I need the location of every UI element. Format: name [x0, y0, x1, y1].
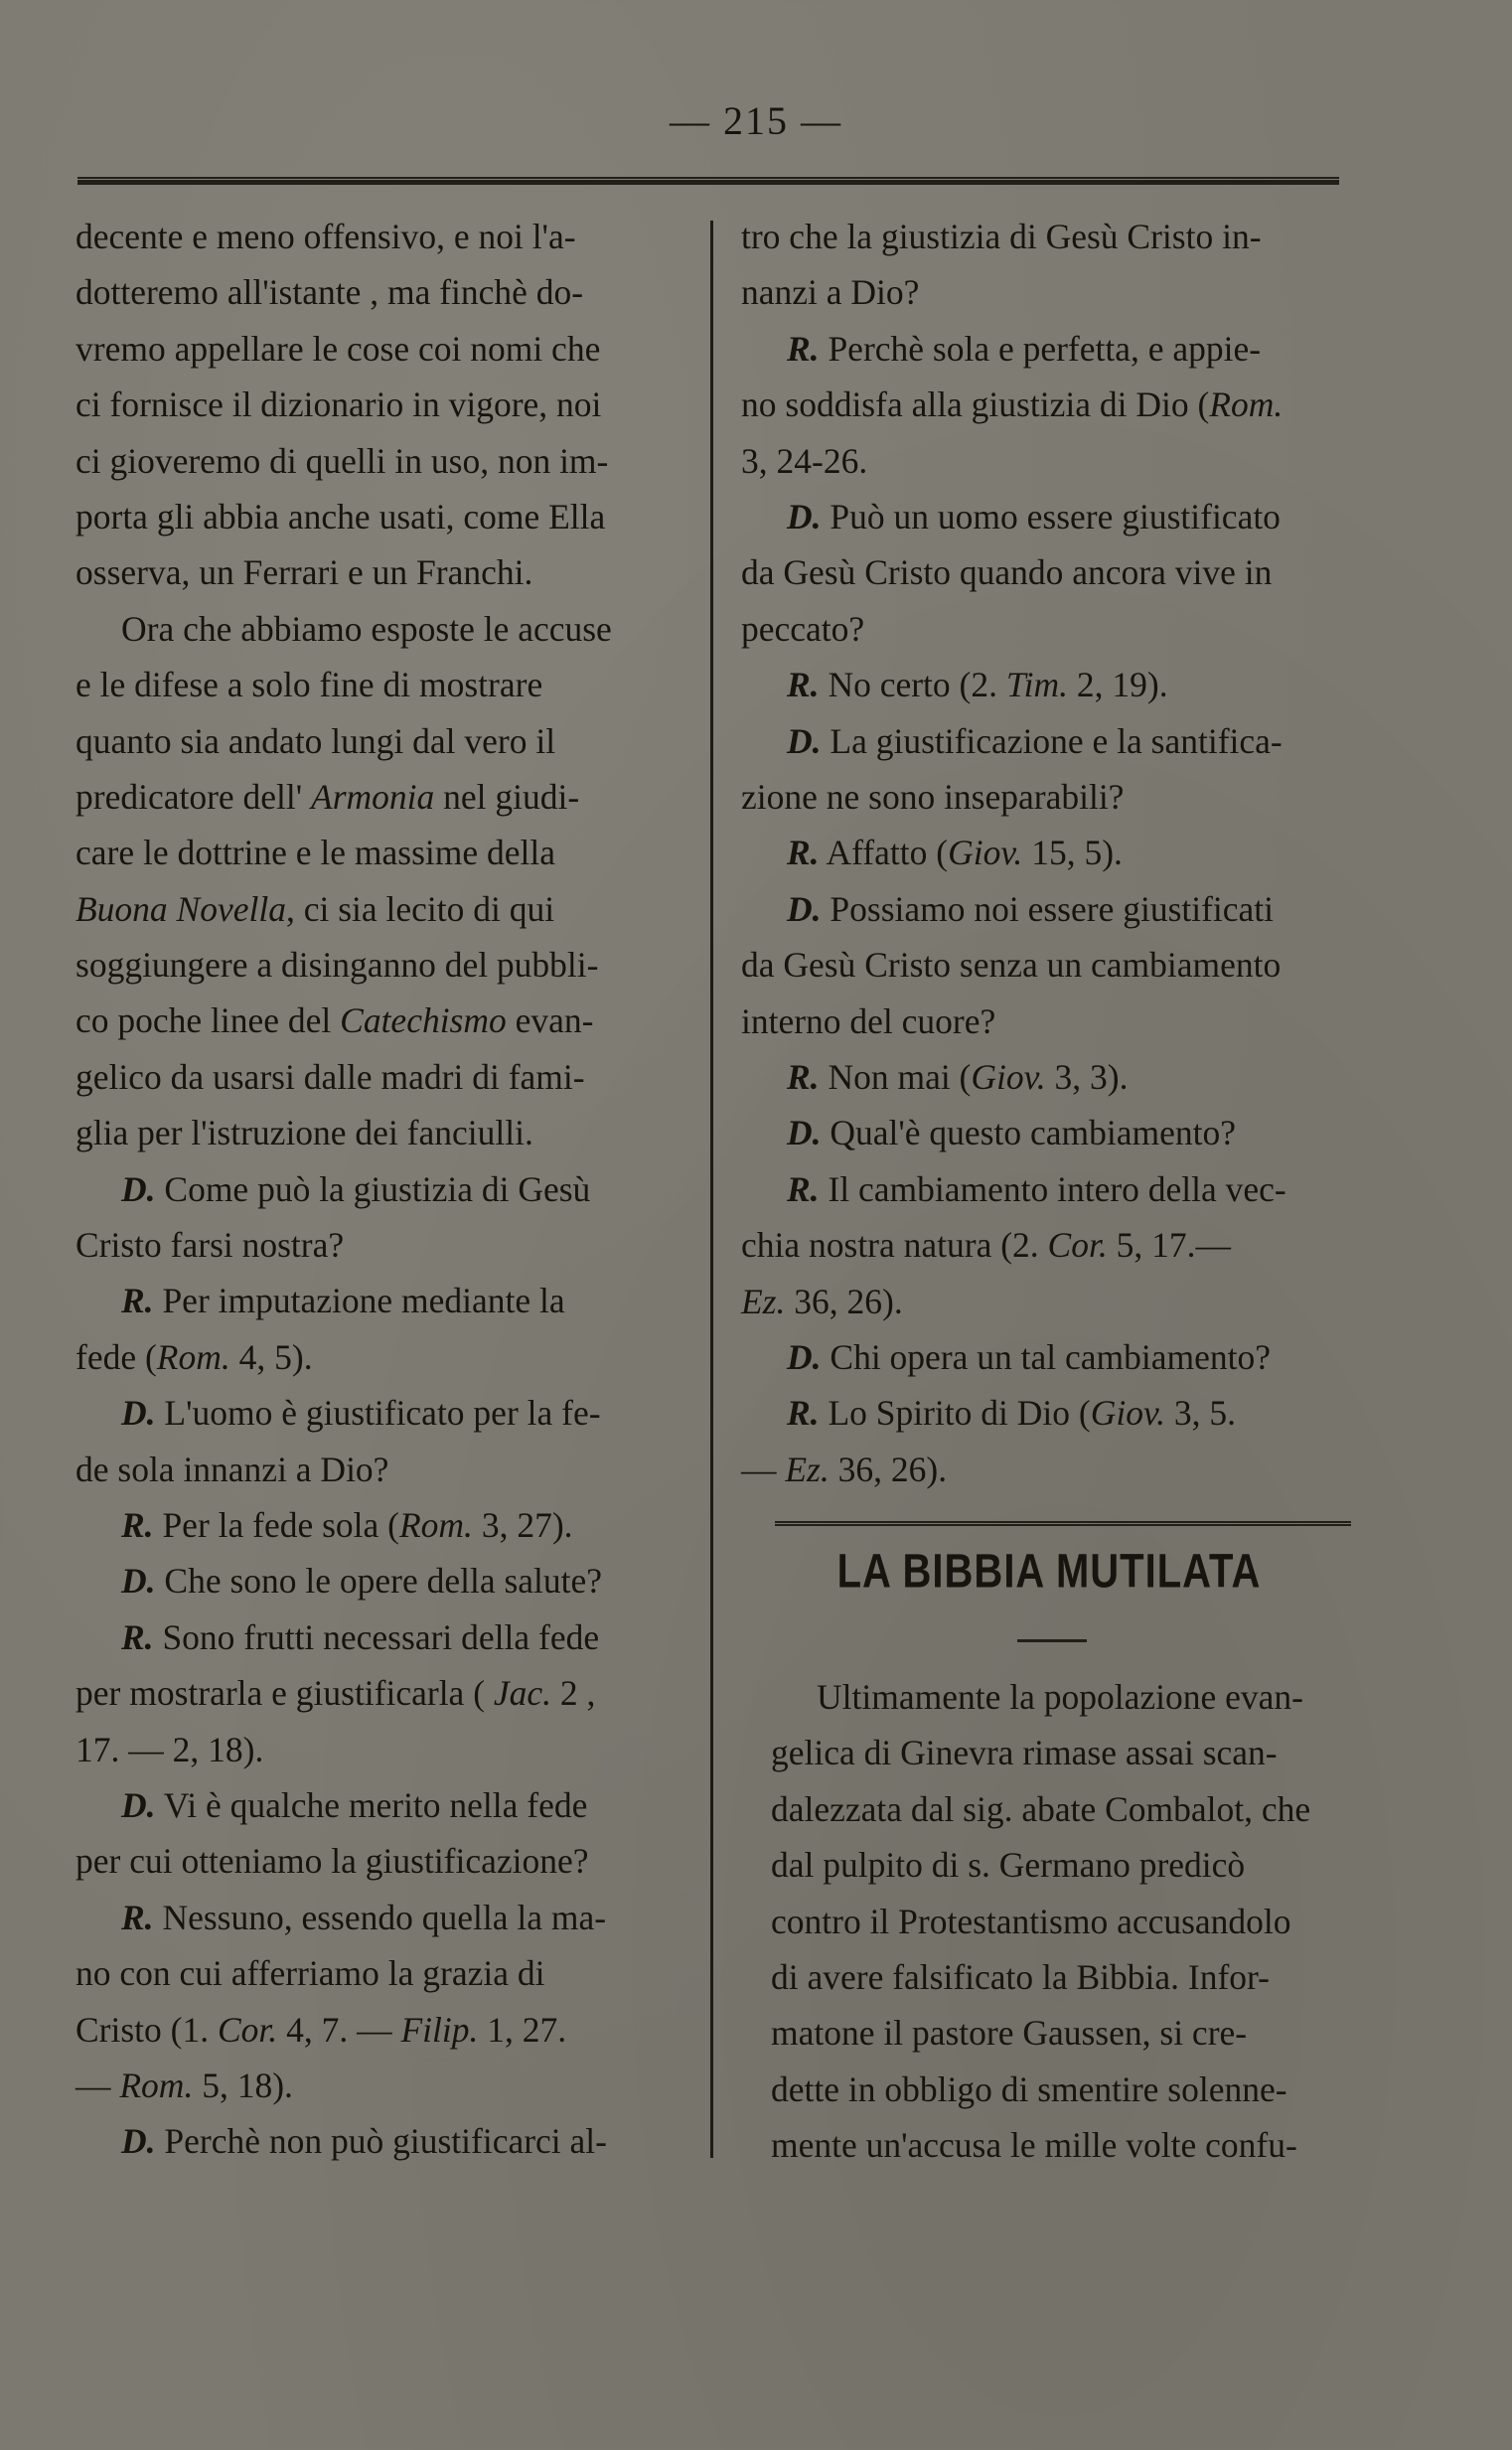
speaker-marker: D.	[787, 1113, 822, 1153]
text-run: 3, 24-26.	[741, 440, 868, 481]
text-run: —	[741, 1449, 786, 1489]
text-line	[771, 1781, 1357, 1837]
italic-text: Giov.	[971, 1056, 1046, 1097]
text-line	[76, 1945, 681, 2001]
text-line	[741, 825, 1357, 880]
text-run: osserva, un Ferrari e un Franchi.	[76, 552, 533, 593]
text-run: decente e meno offensivo, e noi l'a-	[76, 217, 576, 256]
text-run: contro il Protestantismo accusandolo	[771, 1901, 1291, 1941]
italic-text: Buona Novella	[76, 888, 286, 929]
text-run: de sola innanzi a Dio?	[76, 1449, 389, 1489]
text-line	[76, 881, 681, 937]
title-underline	[1017, 1639, 1087, 1642]
text-line	[741, 209, 1357, 264]
text-line	[741, 1217, 1357, 1273]
speaker-marker: R.	[787, 1056, 820, 1097]
text-run: Lo Spirito di Dio (	[819, 1393, 1091, 1434]
text-run: gelica di Ginevra rimase assai scan-	[771, 1733, 1278, 1773]
text-line	[76, 1385, 681, 1441]
text-line	[771, 1894, 1357, 1949]
speaker-marker: R.	[121, 1616, 154, 1657]
text-run: fede (	[76, 1336, 157, 1377]
text-run: Ora che abbiamo esposte le accuse	[121, 608, 612, 649]
text-run: , ci sia lecito di qui	[285, 888, 555, 929]
text-run: 3, 5.	[1164, 1393, 1236, 1434]
text-line	[76, 1329, 681, 1385]
text-run: nanzi a Dio?	[741, 272, 920, 313]
text-run: dal pulpito di s. Germano predicò	[771, 1845, 1246, 1886]
text-run: Non mai (	[819, 1056, 972, 1097]
text-run: 4, 5).	[229, 1336, 313, 1377]
text-line	[741, 713, 1357, 769]
text-line	[741, 937, 1357, 993]
text-run: quanto sia andato lungi dal vero il	[76, 720, 556, 761]
text-run: Può un uomo essere giustificato	[821, 496, 1281, 536]
text-line	[741, 1049, 1357, 1105]
text-line	[76, 2058, 681, 2113]
text-line	[76, 1049, 681, 1105]
italic-text: Jac.	[493, 1673, 552, 1714]
text-run: Cristo (1.	[76, 2009, 218, 2050]
italic-text: Giov.	[948, 833, 1023, 873]
text-run: no con cui afferriamo la grazia di	[76, 1953, 545, 1994]
text-line	[76, 1665, 681, 1721]
text-run: L'uomo è giustificato per la fe-	[155, 1393, 601, 1434]
speaker-marker: D.	[787, 496, 822, 536]
left-column	[76, 209, 681, 2170]
text-run: co poche linee del	[76, 1000, 341, 1041]
italic-text: Rom.	[119, 2066, 194, 2106]
text-run: interno del cuore?	[741, 1000, 996, 1041]
text-run: Per la fede sola (	[153, 1505, 399, 1546]
text-line	[741, 1385, 1357, 1441]
text-line	[76, 264, 681, 320]
speaker-marker: R.	[787, 328, 820, 369]
text-run: 3, 3).	[1045, 1056, 1129, 1097]
text-run: No certo (2.	[819, 665, 1006, 705]
right-column	[741, 209, 1357, 1497]
italic-text: Catechismo	[340, 1000, 507, 1041]
text-run: tro che la giustizia di Gesù Cristo in-	[741, 217, 1262, 256]
speaker-marker: D.	[787, 720, 822, 761]
text-run: glia per l'istruzione dei fanciulli.	[76, 1113, 533, 1153]
text-line	[76, 377, 681, 432]
italic-text: Armonia	[311, 776, 435, 817]
text-run: 15, 5).	[1022, 833, 1123, 873]
text-run: chia nostra natura (2.	[741, 1225, 1048, 1266]
italic-text: Giov.	[1090, 1393, 1165, 1434]
text-run: dette in obbligo di smentire solenne-	[771, 2068, 1287, 2109]
text-line	[771, 1669, 1357, 1725]
text-run: care le dottrine e le massime della	[76, 833, 555, 873]
italic-text: Rom.	[398, 1505, 473, 1546]
speaker-marker: D.	[787, 888, 822, 929]
italic-text: Filip.	[400, 2009, 479, 2050]
text-line	[741, 1329, 1357, 1385]
speaker-marker: R.	[121, 1897, 154, 1937]
text-run: da Gesù Cristo quando ancora vive in	[741, 552, 1273, 593]
speaker-marker: R.	[787, 1393, 820, 1434]
text-run: mente un'accusa le mille volte confu-	[771, 2125, 1297, 2166]
text-line	[76, 1609, 681, 1665]
text-line	[76, 1497, 681, 1553]
text-run: Affatto (	[819, 833, 949, 873]
text-line	[771, 2005, 1357, 2061]
text-run: per cui otteniamo la giustificazione?	[76, 1841, 589, 1882]
text-run: 1, 27.	[478, 2009, 567, 2050]
text-run: vremo appellare le cose coi nomi che	[76, 328, 601, 369]
text-run: Sono frutti necessari della fede	[153, 1616, 600, 1657]
text-run: Perchè sola e perfetta, e appie-	[819, 328, 1262, 369]
text-line	[76, 657, 681, 712]
text-line	[741, 377, 1357, 432]
text-run: e le difese a solo fine di mostrare	[76, 665, 543, 705]
speaker-marker: R.	[787, 1168, 820, 1209]
speaker-marker: D.	[121, 1785, 156, 1826]
page-number: — 215 —	[670, 98, 842, 143]
text-line	[76, 769, 681, 825]
text-line	[741, 601, 1357, 657]
text-run: Possiamo noi essere giustificati	[821, 888, 1275, 929]
section-title: LA BIBBIA MUTILATA	[836, 1545, 1262, 1599]
italic-text: Tim.	[1005, 665, 1069, 705]
speaker-marker: D.	[121, 1393, 156, 1434]
text-run: dotteremo all'istante , ma finchè do-	[76, 272, 584, 313]
text-line	[76, 489, 681, 544]
text-line	[771, 2062, 1357, 2117]
text-line	[741, 881, 1357, 937]
text-line	[771, 1725, 1357, 1780]
text-line	[741, 1161, 1357, 1217]
italic-text: Rom.	[1209, 384, 1284, 425]
text-line	[76, 433, 681, 489]
text-line	[76, 1890, 681, 1945]
text-run: Che sono le opere della salute?	[155, 1561, 603, 1602]
text-line	[741, 264, 1357, 320]
text-run: predicatore dell'	[76, 776, 312, 817]
text-line	[76, 825, 681, 880]
text-line	[76, 1777, 681, 1833]
text-line	[771, 2117, 1357, 2173]
text-line	[76, 1273, 681, 1328]
text-run: soggiungere a disinganno del pubbli-	[76, 945, 599, 986]
text-line	[76, 2113, 681, 2169]
text-run: Qual'è questo cambiamento?	[821, 1113, 1236, 1153]
text-line	[76, 713, 681, 769]
text-run: Il cambiamento intero della vec-	[819, 1168, 1286, 1209]
text-line	[76, 1722, 681, 1777]
text-run: per mostrarla e giustificarla (	[76, 1673, 494, 1714]
italic-text: Ez.	[785, 1449, 830, 1489]
text-run: 5, 17.—	[1107, 1225, 1231, 1266]
text-run: 3, 27).	[472, 1505, 573, 1546]
text-line	[741, 1274, 1357, 1329]
italic-text: Ez.	[741, 1281, 786, 1321]
section-divider	[775, 1521, 1351, 1526]
text-run: 2 ,	[551, 1673, 596, 1714]
text-line	[76, 1217, 681, 1273]
text-line	[741, 433, 1357, 489]
text-run: matone il pastore Gaussen, si cre-	[771, 2013, 1248, 2054]
text-run: Perchè non può giustificarci al-	[155, 2121, 607, 2162]
text-line	[741, 544, 1357, 600]
italic-text: Cor.	[1047, 1225, 1108, 1266]
text-line	[741, 1105, 1357, 1160]
text-line	[741, 769, 1357, 825]
speaker-marker: D.	[121, 1561, 156, 1602]
text-run: porta gli abbia anche usati, come Ella	[76, 496, 606, 536]
section-body	[771, 1669, 1357, 2174]
speaker-marker: D.	[121, 1168, 156, 1209]
text-run: Ultimamente la popolazione evan-	[817, 1677, 1303, 1717]
text-run: 36, 26).	[785, 1281, 903, 1321]
text-line	[76, 937, 681, 993]
text-run: Per imputazione mediante la	[153, 1281, 565, 1321]
text-run: 4, 7. —	[277, 2009, 401, 2050]
text-line	[76, 209, 681, 264]
text-line	[76, 1105, 681, 1160]
text-line	[771, 1949, 1357, 2005]
speaker-marker: R.	[121, 1281, 154, 1321]
text-line	[741, 994, 1357, 1049]
text-line	[741, 657, 1357, 712]
text-line	[76, 544, 681, 600]
speaker-marker: R.	[787, 833, 820, 873]
text-run: Chi opera un tal cambiamento?	[821, 1336, 1271, 1377]
text-run: dalezzata dal sig. abate Combalot, che	[771, 1788, 1311, 1829]
speaker-marker: D.	[121, 2121, 156, 2162]
text-run: Cristo farsi nostra?	[76, 1225, 345, 1266]
text-run: ci fornisce il dizionario in vigore, noi	[76, 384, 602, 425]
text-line	[741, 489, 1357, 544]
text-run: no soddisfa alla giustizia di Dio (	[741, 384, 1210, 425]
text-run: Vi è qualche merito nella fede	[155, 1785, 588, 1826]
text-line	[741, 1442, 1357, 1497]
text-run: 17. — 2, 18).	[76, 1729, 264, 1769]
text-run: gelico da usarsi dalle madri di fami-	[76, 1056, 585, 1097]
text-line	[76, 1833, 681, 1889]
text-run: evan-	[506, 1000, 594, 1041]
speaker-marker: R.	[787, 665, 820, 705]
text-line	[76, 1161, 681, 1217]
text-run: 2, 19).	[1068, 665, 1168, 705]
text-run: nel giudi-	[434, 776, 580, 817]
speaker-marker: R.	[121, 1505, 154, 1546]
text-run: Come può la giustizia di Gesù	[155, 1168, 591, 1209]
text-line	[76, 321, 681, 377]
text-run: 36, 26).	[829, 1449, 948, 1489]
italic-text: Rom.	[156, 1336, 230, 1377]
header-rule	[77, 177, 1339, 185]
text-run: 5, 18).	[193, 2066, 293, 2106]
text-line	[76, 2002, 681, 2058]
text-run: La giustificazione e la santifica-	[821, 720, 1283, 761]
text-run: di avere falsificato la Bibbia. Infor-	[771, 1956, 1270, 1997]
text-run: Nessuno, essendo quella la ma-	[153, 1897, 607, 1937]
italic-text: Cor.	[218, 2009, 278, 2050]
text-run: ci gioveremo di quelli in uso, non im-	[76, 440, 609, 481]
text-line	[76, 1442, 681, 1497]
text-line	[76, 993, 681, 1048]
text-run: zione ne sono inseparabili?	[741, 776, 1125, 817]
text-line	[741, 321, 1357, 377]
text-run: —	[76, 2066, 120, 2106]
text-run: da Gesù Cristo senza un cambiamento	[741, 945, 1282, 986]
speaker-marker: D.	[787, 1336, 822, 1377]
text-run: peccato?	[741, 608, 865, 649]
text-line	[76, 601, 681, 657]
text-line	[771, 1837, 1357, 1893]
column-divider	[710, 221, 713, 2158]
text-line	[76, 1553, 681, 1608]
